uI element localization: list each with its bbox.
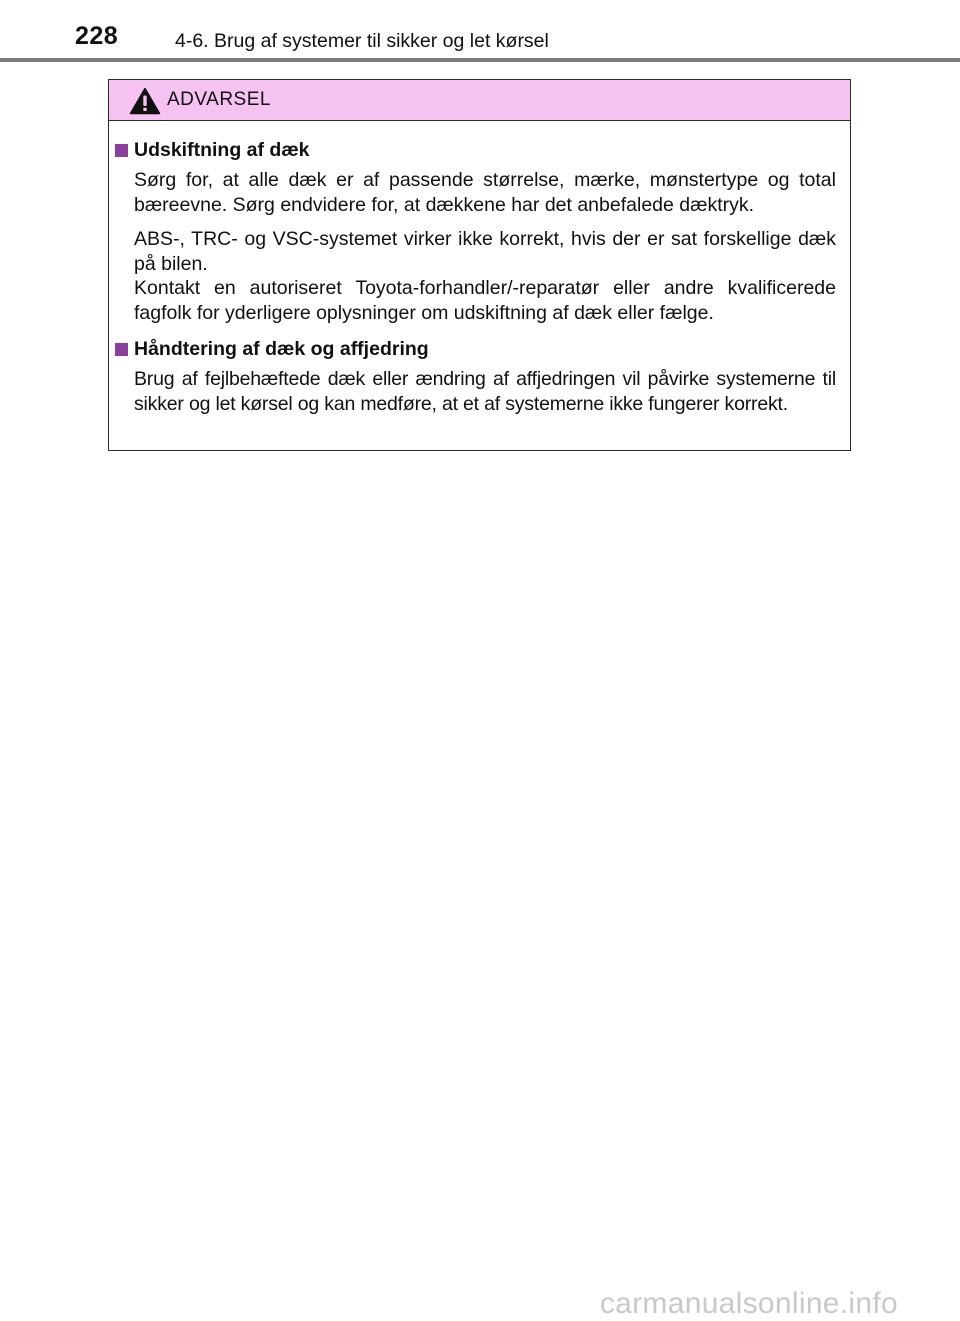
item-heading-text: Håndtering af dæk og affjedring xyxy=(134,338,429,360)
bullet-square-icon xyxy=(115,343,128,356)
section-title: 4-6. Brug af systemer til sikker og let kørsel xyxy=(175,30,549,52)
paragraph-line: ABS-, TRC- og VSC-systemet virker ikke korrekt, hvis der er sat forskellige dæk på bilen. xyxy=(134,228,836,275)
bullet-square-icon xyxy=(115,144,128,157)
watermark: carmanualsonline.info xyxy=(599,1287,898,1320)
item-heading xyxy=(115,335,836,363)
header-rule xyxy=(0,58,960,62)
item-heading-text: Udskiftning af dæk xyxy=(134,139,310,161)
paragraph xyxy=(134,227,836,325)
warning-body xyxy=(109,121,850,416)
paragraph-line: Kontakt en autoriseret Toyota-forhandler/-reparatør eller andre kvalificerede fagfolk for yderligere oplysninger om udskiftning af dæk eller fælge. xyxy=(134,277,836,324)
item-text xyxy=(134,168,836,325)
page-header xyxy=(0,0,960,62)
paragraph: Sørg for, at alle dæk er af passende størrelse, mærke, mønstertype og total bæreevne. Sørg endvidere for, at dækkene har det anbefalede dæktryk. xyxy=(134,169,836,216)
item-heading xyxy=(115,136,836,164)
page-number: 228 xyxy=(75,22,119,50)
warning-triangle-icon xyxy=(129,87,161,115)
warning-header xyxy=(109,80,850,121)
warning-title: ADVARSEL xyxy=(167,89,271,110)
paragraph: Brug af fejlbehæftede dæk eller ændring af affjedringen vil påvirke systemerne til sikker og let kørsel og kan medføre, at et af systemerne ikke fungerer korrekt. xyxy=(134,368,836,415)
item-text xyxy=(134,367,836,416)
warning-box xyxy=(108,79,851,451)
